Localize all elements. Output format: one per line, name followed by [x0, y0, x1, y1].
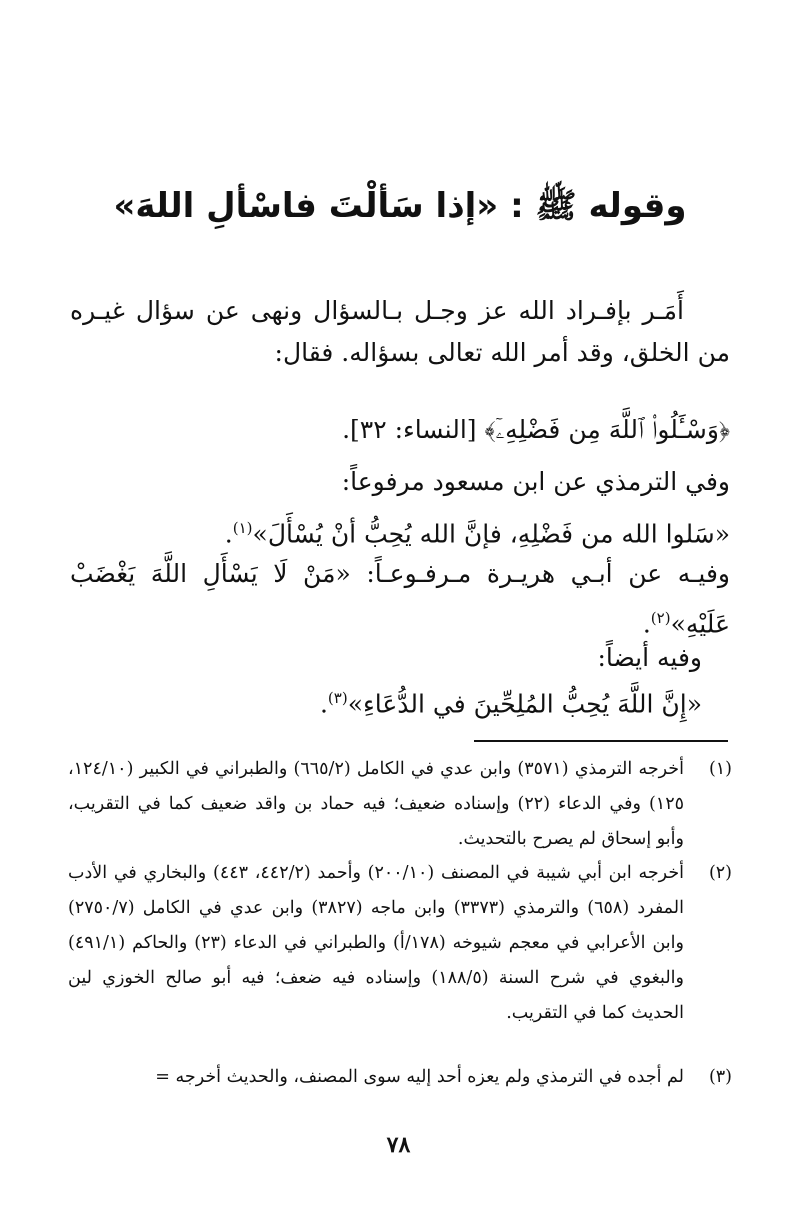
hadith-1: «سَلوا الله من فَضْلِهِ، فإنَّ الله يُحِبُّ أنْ يُسْأَلَ» [252, 519, 730, 549]
footnote-ref-2: (٢) [650, 609, 671, 627]
footnote-3 [68, 1060, 732, 1095]
hadith-1-end: . [224, 519, 233, 549]
quran-verse: ﴿وَسْـَٔلُوا۟ ٱللَّهَ مِن فَضْلِهِۦٓ﴾ [النساء: ٣٢]. [342, 415, 730, 444]
footnote-2-number: (٢) [708, 863, 732, 883]
abu-huraira-line: وفيـه عن أبـي هريـرة مـرفـوعـاً: «مَنْ لَا يَسْأَلِ اللَّهَ يَغْضَبْ [70, 559, 730, 588]
footnote-3-number: (٣) [708, 1067, 732, 1087]
footnote-1-number: (١) [708, 759, 732, 779]
footnote-ref-3: (٣) [327, 689, 348, 707]
also-intro: وفيه أيضاً: [597, 643, 702, 672]
footnote-2-text: أخرجه ابن أبي شيبة في المصنف (٢٠٠/١٠) وأحمد (٤٤٢/٢، ٤٤٣) والبخاري في الأدب المفرد (٦٥٨) والترمذي (٣٣٧٣) وابن ماجه (٣٨٢٧) وابن عدي في الكامل (٢٧٥٠/٧) وابن الأعرابي في معجم شيوخه (١٧٨/أ) والطبراني في الدعاء (٢٣) والحاكم (٤٩١/١) والبغوي في شرح السنة (١٨٨/٥) وإسناده فيه ضعف؛ فيه أبو صالح الخوزي لين الحديث كما في التقريب. [68, 863, 684, 1023]
footnote-1 [68, 752, 732, 857]
footnote-2 [68, 856, 732, 1031]
hadith-2-end-text: عَلَيْهِ» [670, 609, 730, 639]
hadith-3-line [70, 678, 730, 724]
footnote-separator [474, 740, 728, 742]
section-heading: وقوله ﷺ : «إذا سَألْتَ فاسْألِ اللهَ» [113, 186, 687, 226]
hadith-2-end: . [642, 609, 651, 639]
page-number: ٧٨ [386, 1132, 411, 1158]
hadith-3-end: . [319, 689, 328, 719]
hadith-3: «إِنَّ اللَّهَ يُحِبُّ المُلِحِّينَ في الدُّعَاءِ» [347, 689, 702, 719]
hadith-1-line [70, 508, 730, 554]
footnote-3-text: لم أجده في الترمذي ولم يعزه أحد إليه سوى المصنف، والحديث أخرجه = [155, 1067, 684, 1087]
footnote-ref-1: (١) [232, 519, 253, 537]
tirmidhi-intro: وفي الترمذي عن ابن مسعود مرفوعاً: [341, 467, 730, 496]
intro-paragraph: أَمَـر بإفـراد الله عز وجـل بـالسؤال ونهى عن سؤال غيـره من الخلق، وقد أمر الله تعالى بسؤاله. فقال: [70, 296, 730, 367]
footnote-1-text: أخرجه الترمذي (٣٥٧١) وابن عدي في الكامل (٦٦٥/٢) والطبراني في الكبير (١٢٤/١٠، ١٢٥) وفي الدعاء (٢٢) وإسناده ضعيف؛ فيه حماد بن واقد ضعيف كما في التقريب، وأبو إسحاق لم يصرح بالتحديث. [68, 759, 684, 849]
